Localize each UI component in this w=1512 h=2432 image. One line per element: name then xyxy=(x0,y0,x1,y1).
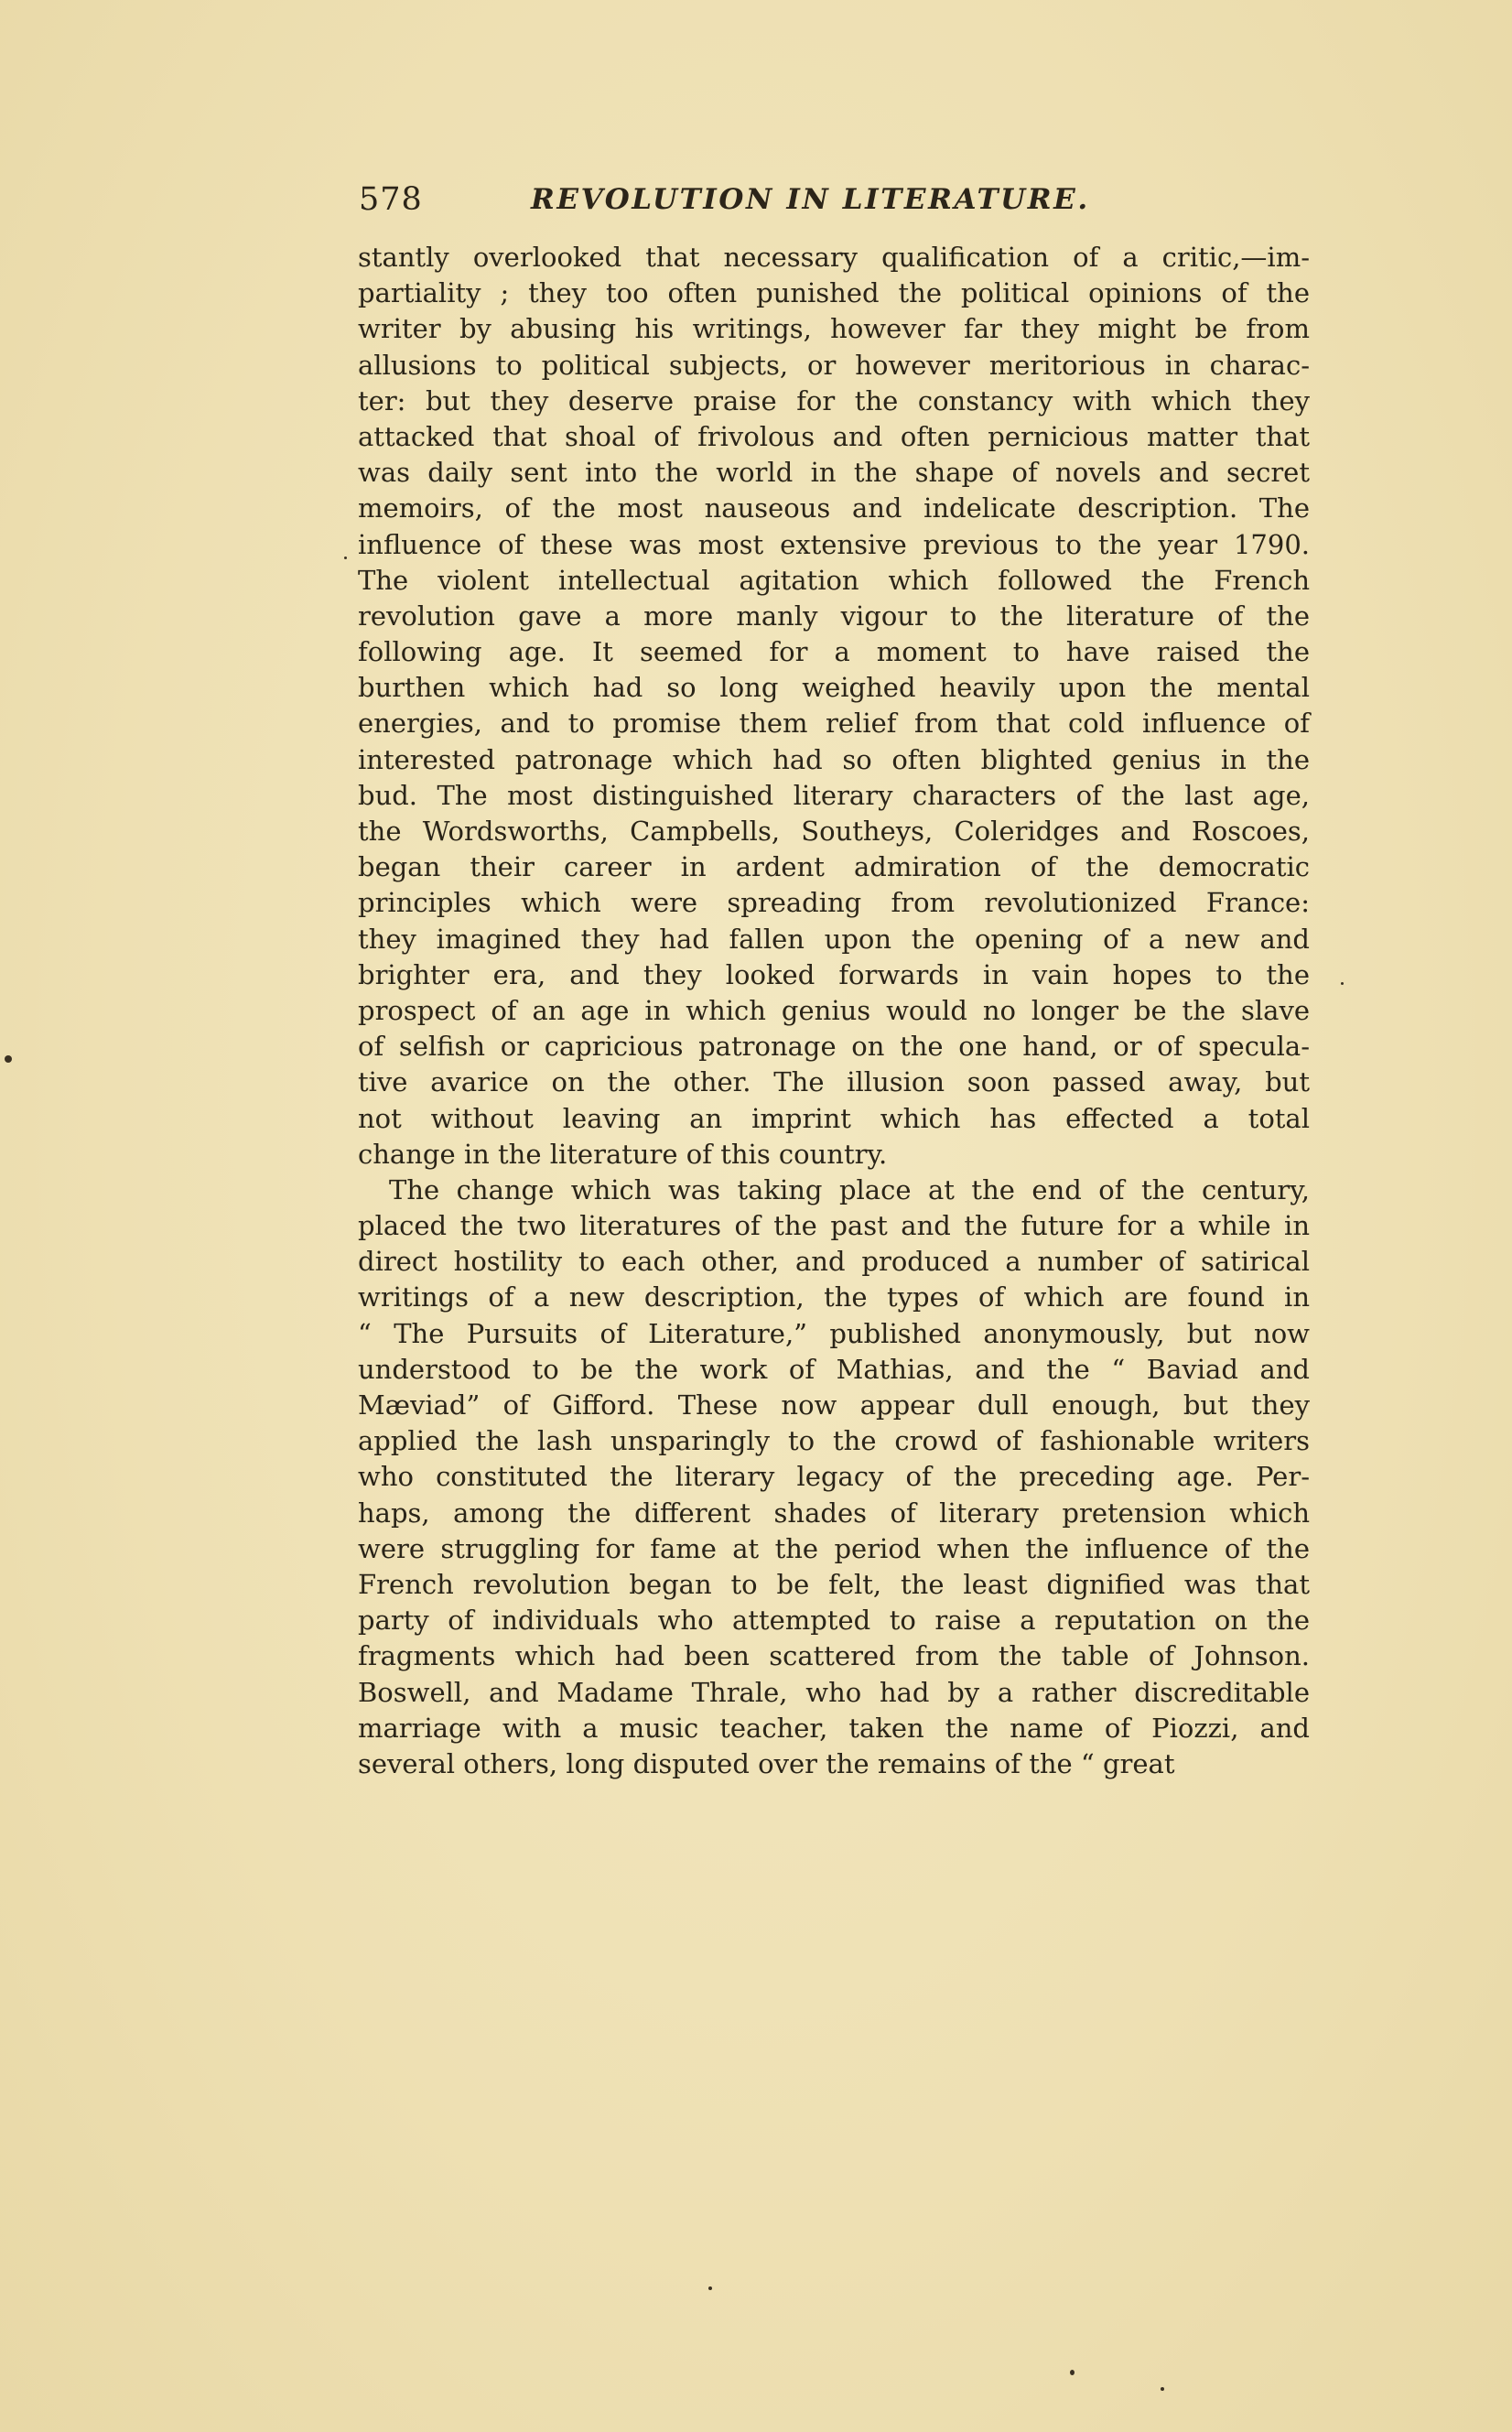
text-line: of selfish or capricious patronage on the one hand, or of specula- xyxy=(358,1031,1310,1063)
text-line: French revolution began to be felt, the least dignified was that xyxy=(358,1568,1310,1600)
text-line: understood to be the work of Mathias, and the “ Baviad and xyxy=(358,1353,1310,1385)
text-line: interested patronage which had so often blighted genius in the xyxy=(358,743,1310,775)
text-line: revolution gave a more manly vigour to the literature of the xyxy=(358,600,1310,632)
text-line: memoirs, of the most nauseous and indelicate description. The xyxy=(358,492,1310,524)
paragraph xyxy=(358,1173,1310,1782)
text-line: ter: but they deserve praise for the constancy with which they xyxy=(358,384,1310,416)
text-line: prospect of an age in which genius would no longer be the slave xyxy=(358,994,1310,1026)
text-line: energies, and to promise them relief from that cold influence of xyxy=(358,708,1310,740)
text-line: influence of these was most extensive previous to the year 1790. xyxy=(358,528,1310,560)
text-line: principles which were spreading from revolutionized France: xyxy=(358,887,1310,919)
text-line: allusions to political subjects, or however meritorious in charac- xyxy=(358,349,1310,381)
text-line: The violent intellectual agitation which followed the French xyxy=(358,564,1310,596)
text-line: were struggling for fame at the period when the influence of the xyxy=(358,1532,1310,1564)
print-speck xyxy=(344,557,347,559)
text-line: writer by abusing his writings, however far they might be from xyxy=(358,313,1310,345)
text-line: tive avarice on the other. The illusion soon passed away, but xyxy=(358,1066,1310,1098)
paragraph xyxy=(358,240,1310,1173)
text-line: placed the two literatures of the past and the future for a while in xyxy=(358,1210,1310,1242)
running-title: REVOLUTION IN LITERATURE. xyxy=(531,183,1090,216)
body-text xyxy=(358,240,1310,1782)
print-speck xyxy=(708,2286,712,2290)
text-line: writings of a new description, the types of which are found in xyxy=(358,1281,1310,1313)
text-line: “ The Pursuits of Literature,” published anonymously, but now xyxy=(358,1317,1310,1349)
text-line: began their career in ardent admiration of the democratic xyxy=(358,851,1310,883)
text-line: partiality ; they too often punished the political opinions of the xyxy=(358,277,1310,309)
text-line: haps, among the different shades of literary pretension which xyxy=(358,1497,1310,1529)
page-number: 578 xyxy=(359,181,423,218)
text-line: brighter era, and they looked forwards in vain hopes to the xyxy=(358,958,1310,990)
text-line: several others, long disputed over the remains of the “ great xyxy=(358,1747,1175,1779)
text-line: bud. The most distinguished literary characters of the last age, xyxy=(358,779,1310,811)
print-speck xyxy=(5,1055,12,1063)
text-line: following age. It seemed for a moment to have raised the xyxy=(358,636,1310,668)
text-line: Boswell, and Madame Thrale, who had by a rather discreditable xyxy=(358,1676,1310,1708)
text-line: marriage with a music teacher, taken the name of Piozzi, and xyxy=(358,1712,1310,1744)
text-line: applied the lash unsparingly to the crowd of fashionable writers xyxy=(358,1425,1310,1457)
page-header xyxy=(359,181,1322,227)
text-line: not without leaving an imprint which has effected a total xyxy=(358,1102,1310,1134)
print-speck xyxy=(1161,2387,1164,2391)
text-line: fragments which had been scattered from the table of Johnson. xyxy=(358,1640,1310,1672)
text-line: party of individuals who attempted to raise a reputation on the xyxy=(358,1605,1310,1637)
text-line: change in the literature of this country. xyxy=(358,1138,888,1170)
text-line: who constituted the literary legacy of the preceding age. Per- xyxy=(358,1461,1310,1493)
text-line: was daily sent into the world in the shape of novels and secret xyxy=(358,457,1310,489)
text-line: direct hostility to each other, and produced a number of satirical xyxy=(358,1246,1310,1278)
text-line: they imagined they had fallen upon the opening of a new and xyxy=(358,923,1310,955)
text-line: The change which was taking place at the end of the century, xyxy=(389,1173,1310,1205)
text-line: the Wordsworths, Campbells, Southeys, Coleridges and Roscoes, xyxy=(358,816,1310,847)
print-speck xyxy=(1341,982,1344,985)
text-line: attacked that shoal of frivolous and often pernicious matter that xyxy=(358,420,1310,452)
text-line: Mæviad” of Gifford. These now appear dull enough, but they xyxy=(358,1389,1310,1421)
text-line: burthen which had so long weighed heavily upon the mental xyxy=(358,672,1310,704)
text-line: stantly overlooked that necessary qualification of a critic,—im- xyxy=(358,242,1310,273)
print-speck xyxy=(1070,2370,1075,2375)
